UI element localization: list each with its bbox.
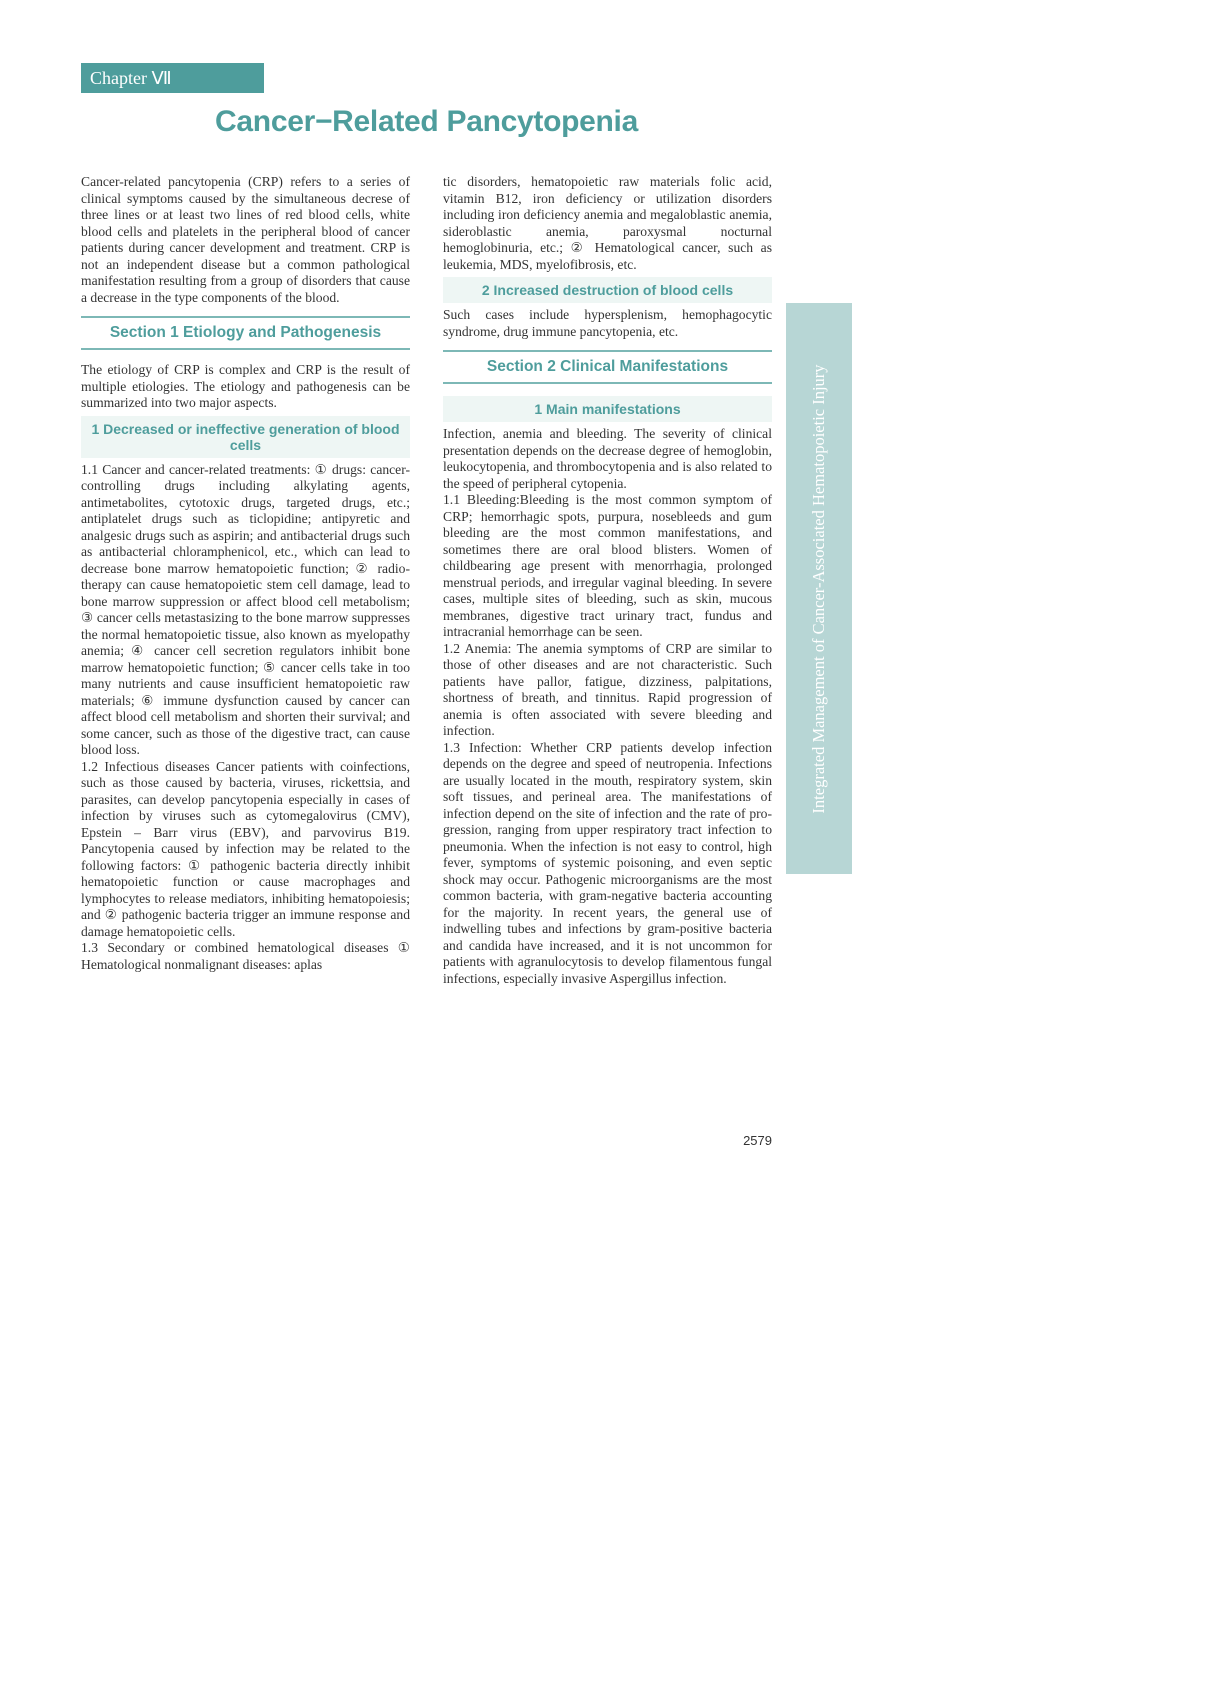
paragraph-1-3: 1.3 Secondary or combined hematological diseases ① Hematological nonmalignant diseases: aplas (81, 940, 410, 972)
paragraph-1-1: 1.1 Cancer and cancer-related treatments: ① drugs: cancer-controlling drugs including alkylating agents, antimetabolites, cytotoxic drugs, targeted drugs, etc.; antiplatelet drugs such as ticlopidine; antipyretic and analgesic drugs such as aspirin; and antibacterial drugs such as antibacterial chloramphenicol, etc., which can lead to decrease bone marrow hematopoietic function; ② radiotherapy can cause hematopoietic stem cell damage, lead to bone marrow suppression or affect blood cell metabolism; ③ cancer cells metastasizing to the bone marrow suppresses the normal hematopoietic tissue, also known as myelopathy anemia; ④ cancer cell secretion regulators inhibit bone marrow hematopoietic function; ⑤ cancer cells take in too many nutrients and cause insufficient hematopoietic raw materials; ⑥ immune dysfunction caused by cancer can affect blood cell metabolism and shorten their survival; and some cancer, such as those of the digestive tract, can cause blood loss. (81, 461, 410, 757)
running-title: Integrated Management of Cancer-Associated Hematopoietic Injury (809, 363, 828, 814)
running-title-band (786, 303, 852, 874)
subsection-2-heading: 2 Increased destruction of blood cells (443, 277, 772, 303)
bleeding-paragraph: 1.1 Bleeding:Bleeding is the most common symptom of CRP; hemorrhagic spots, purpura, nosebleeds and gum bleeding are the most common manifestations, and sometimes there are oral blood blisters. Women of childbearing age present with menorrhagia, prolonged menstrual periods, and irregular vaginal bleeding. In severe cases, multiple sites of bleeding, such as skin, mucous membranes, digestive tract urinary tract, fundus and intracranial hemorrhage can be seen. (443, 492, 772, 639)
section-1-intro: The etiology of CRP is complex and CRP is the result of multiple etiologies. The etiology and pathogenesis can be summarized into two major aspects. (81, 362, 410, 410)
anemia-paragraph: 1.2 Anemia: The anemia symptoms of CRP are similar to those of other diseases and are not characteristic. Such patients have pallor, fatigue, dizziness, palpitations, shortness of breath, and tinnitus. Rapid progression of anemia is often associated with severe bleeding and infection. (443, 640, 772, 738)
right-column (443, 174, 772, 987)
page-number: 2579 (743, 1133, 772, 1148)
left-column (81, 174, 410, 973)
subsection-1-heading: 1 Decreased or ineffective generation of blood cells (81, 416, 410, 458)
paragraph-1-2: 1.2 Infectious diseases Cancer patients with coinfections, such as those caused by bacteria, viruses, rickettsia, and parasites, can develop pancytopenia especially in cases of infection by viruses such as cytomegalovirus (CMV), Epstein – Barr virus (EBV), and parvovirus B19. Pancytopenia caused by infection may be related to the following factors: ① pathogenic bacteria directly inhibit hematopoietic function or cause macrophages and lymphocytes to release mediators, inhibiting hematopoiesis; and ② pathogenic bacteria trigger an immune response and damage hematopoietic cells. (81, 758, 410, 939)
chapter-label: Chapter Ⅶ (81, 63, 264, 93)
infection-paragraph: 1.3 Infection: Whether CRP patients develop infection depends on the degree and speed of neutropenia. Infections are usually located in the mouth, respiratory system, skin soft tissues, and perineal area. The manifestations of infection depend on the site of infection and the rate of progression, ranging from upper respiratory tract infection to pneumonia. When the infection is not easy to control, high fever, symptoms of systemic poisoning, and even septic shock may occur. Pathogenic microorganisms are the most common bacteria, with gram-negative bacteria accounting for the majority. In recent years, the general use of indwelling tubes and infections by gram-positive bacteria and candida have increased, and it is not uncommon for patients with agranulocytosis to develop filamentous fungal infections, especially invasive Aspergillus infection. (443, 739, 772, 986)
section-1-heading: Section 1 Etiology and Pathogenesis (81, 316, 410, 350)
intro-paragraph: Cancer-related pancytopenia (CRP) refers to a series of clinical symptoms caused by the simultaneous decrese of three lines or at least two lines of red blood cells, white blood cells and platelets in the peripheral blood of cancer patients during cancer development and treatment. CRP is not an independent disease but a common pathological manifestation resulting from a group of disorders that cause a decrease in the type components of the blood. (81, 174, 410, 305)
main-manifestations-paragraph: Infection, anemia and bleeding. The severity of clinical presentation depends on the decrease degree of hemoglobin, leukocytopenia, and thrombocytopenia and is also related to the speed of peripheral cytopenia. (443, 426, 772, 491)
paragraph-2: Such cases include hypersplenism, hemophagocytic syndrome, drug immune pancytopenia, etc. (443, 307, 772, 339)
page-title: Cancer−Related Pancytopenia (215, 105, 638, 138)
section-2-heading: Section 2 Clinical Manifestations (443, 350, 772, 384)
main-manifestations-heading: 1 Main manifestations (443, 396, 772, 422)
paragraph-1-3-continued: tic disorders, hematopoietic raw materials folic acid, vitamin B12, iron deficiency or utilization disorders including iron deficiency anemia and megaloblastic anemia, sideroblastic anemia, paroxysmal nocturnal hemoglobinuria, etc.; ② Hematological cancer, such as leukemia, MDS, myelofibrosis, etc. (443, 174, 772, 272)
